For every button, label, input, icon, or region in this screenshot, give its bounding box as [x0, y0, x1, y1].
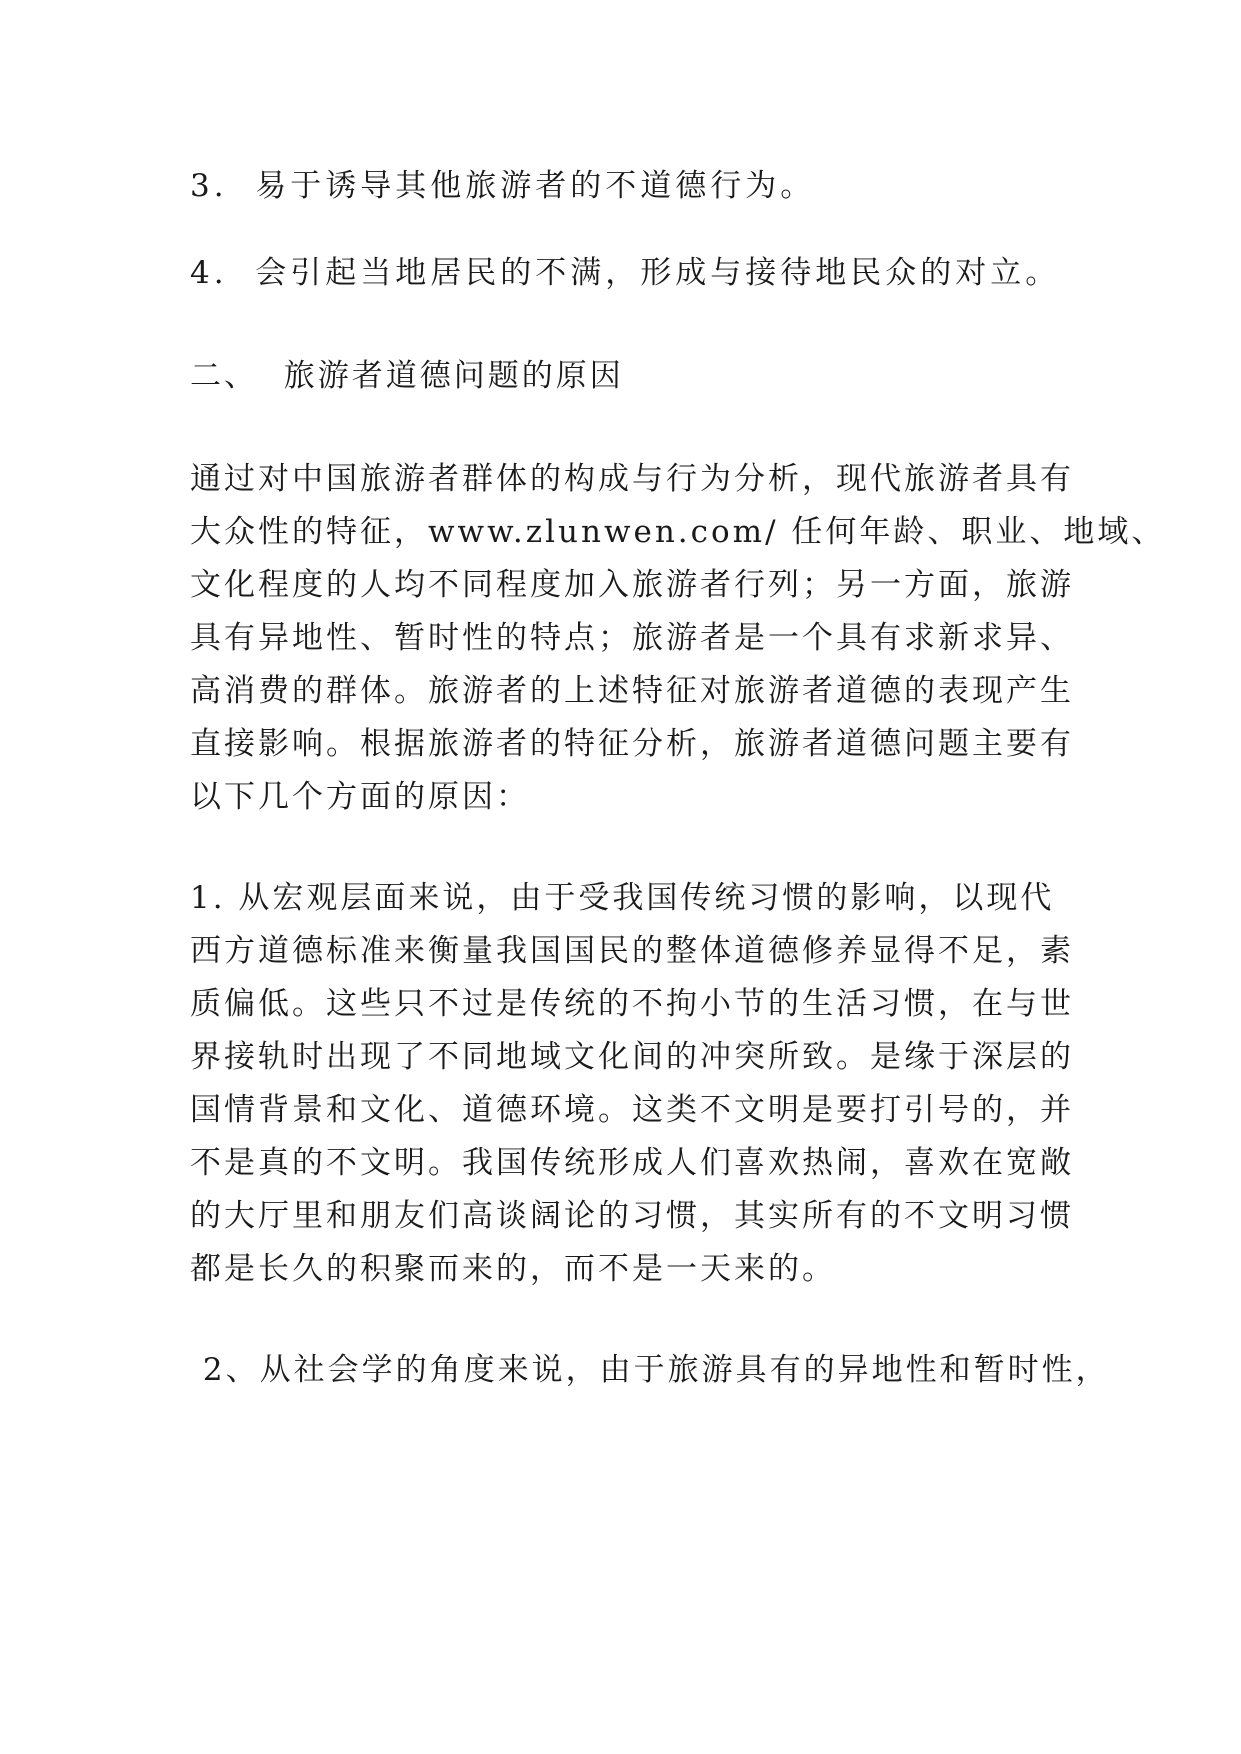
- paragraph-1-line: 以下几个方面的原因：: [190, 779, 530, 815]
- paragraph-2-line: 都是长久的积聚而来的，而不是一天来的。: [190, 1251, 836, 1287]
- paragraph-1-line: 高消费的群体。旅游者的上述特征对旅游者道德的表现产生: [190, 673, 1074, 709]
- list-item-3: 3. 易于诱导其他旅游者的不道德行为。: [190, 168, 816, 204]
- paragraph-2-line: 界接轨时出现了不同地域文化间的冲突所致。是缘于深层的: [190, 1039, 1074, 1075]
- paragraph-1-line: 直接影响。根据旅游者的特征分析，旅游者道德问题主要有: [190, 726, 1074, 762]
- paragraph-2-line: 的大厅里和朋友们高谈阔论的习惯，其实所有的不文明习惯: [190, 1198, 1074, 1234]
- section-heading: 二、 旅游者道德问题的原因: [190, 358, 624, 394]
- list-item-4: 4. 会引起当地居民的不满，形成与接待地民众的对立。: [190, 255, 1061, 291]
- paragraph-2-line: 国情背景和文化、道德环境。这类不文明是要打引号的，并: [190, 1092, 1074, 1128]
- paragraph-1-line: 文化程度的人均不同程度加入旅游者行列；另一方面，旅游: [190, 567, 1074, 603]
- paragraph-2-line: 西方道德标准来衡量我国国民的整体道德修养显得不足，素: [190, 933, 1074, 969]
- paragraph-3-line: 2、从社会学的角度来说，由于旅游具有的异地性和暂时性，: [190, 1352, 1110, 1388]
- paragraph-1-line: 具有异地性、暂时性的特点；旅游者是一个具有求新求异、: [190, 620, 1074, 656]
- paragraph-2-line: 质偏低。这些只不过是传统的不拘小节的生活习惯，在与世: [190, 986, 1074, 1022]
- paragraph-2-line: 1. 从宏观层面来说，由于受我国传统习惯的影响，以现代: [190, 880, 1055, 916]
- paragraph-1-line: 通过对中国旅游者群体的构成与行为分析，现代旅游者具有: [190, 461, 1074, 497]
- paragraph-2-line: 不是真的不文明。我国传统形成人们喜欢热闹，喜欢在宽敞: [190, 1145, 1074, 1181]
- paragraph-1-line: 大众性的特征，www.zlunwen.com/ 任何年龄、职业、地域、: [190, 514, 1166, 550]
